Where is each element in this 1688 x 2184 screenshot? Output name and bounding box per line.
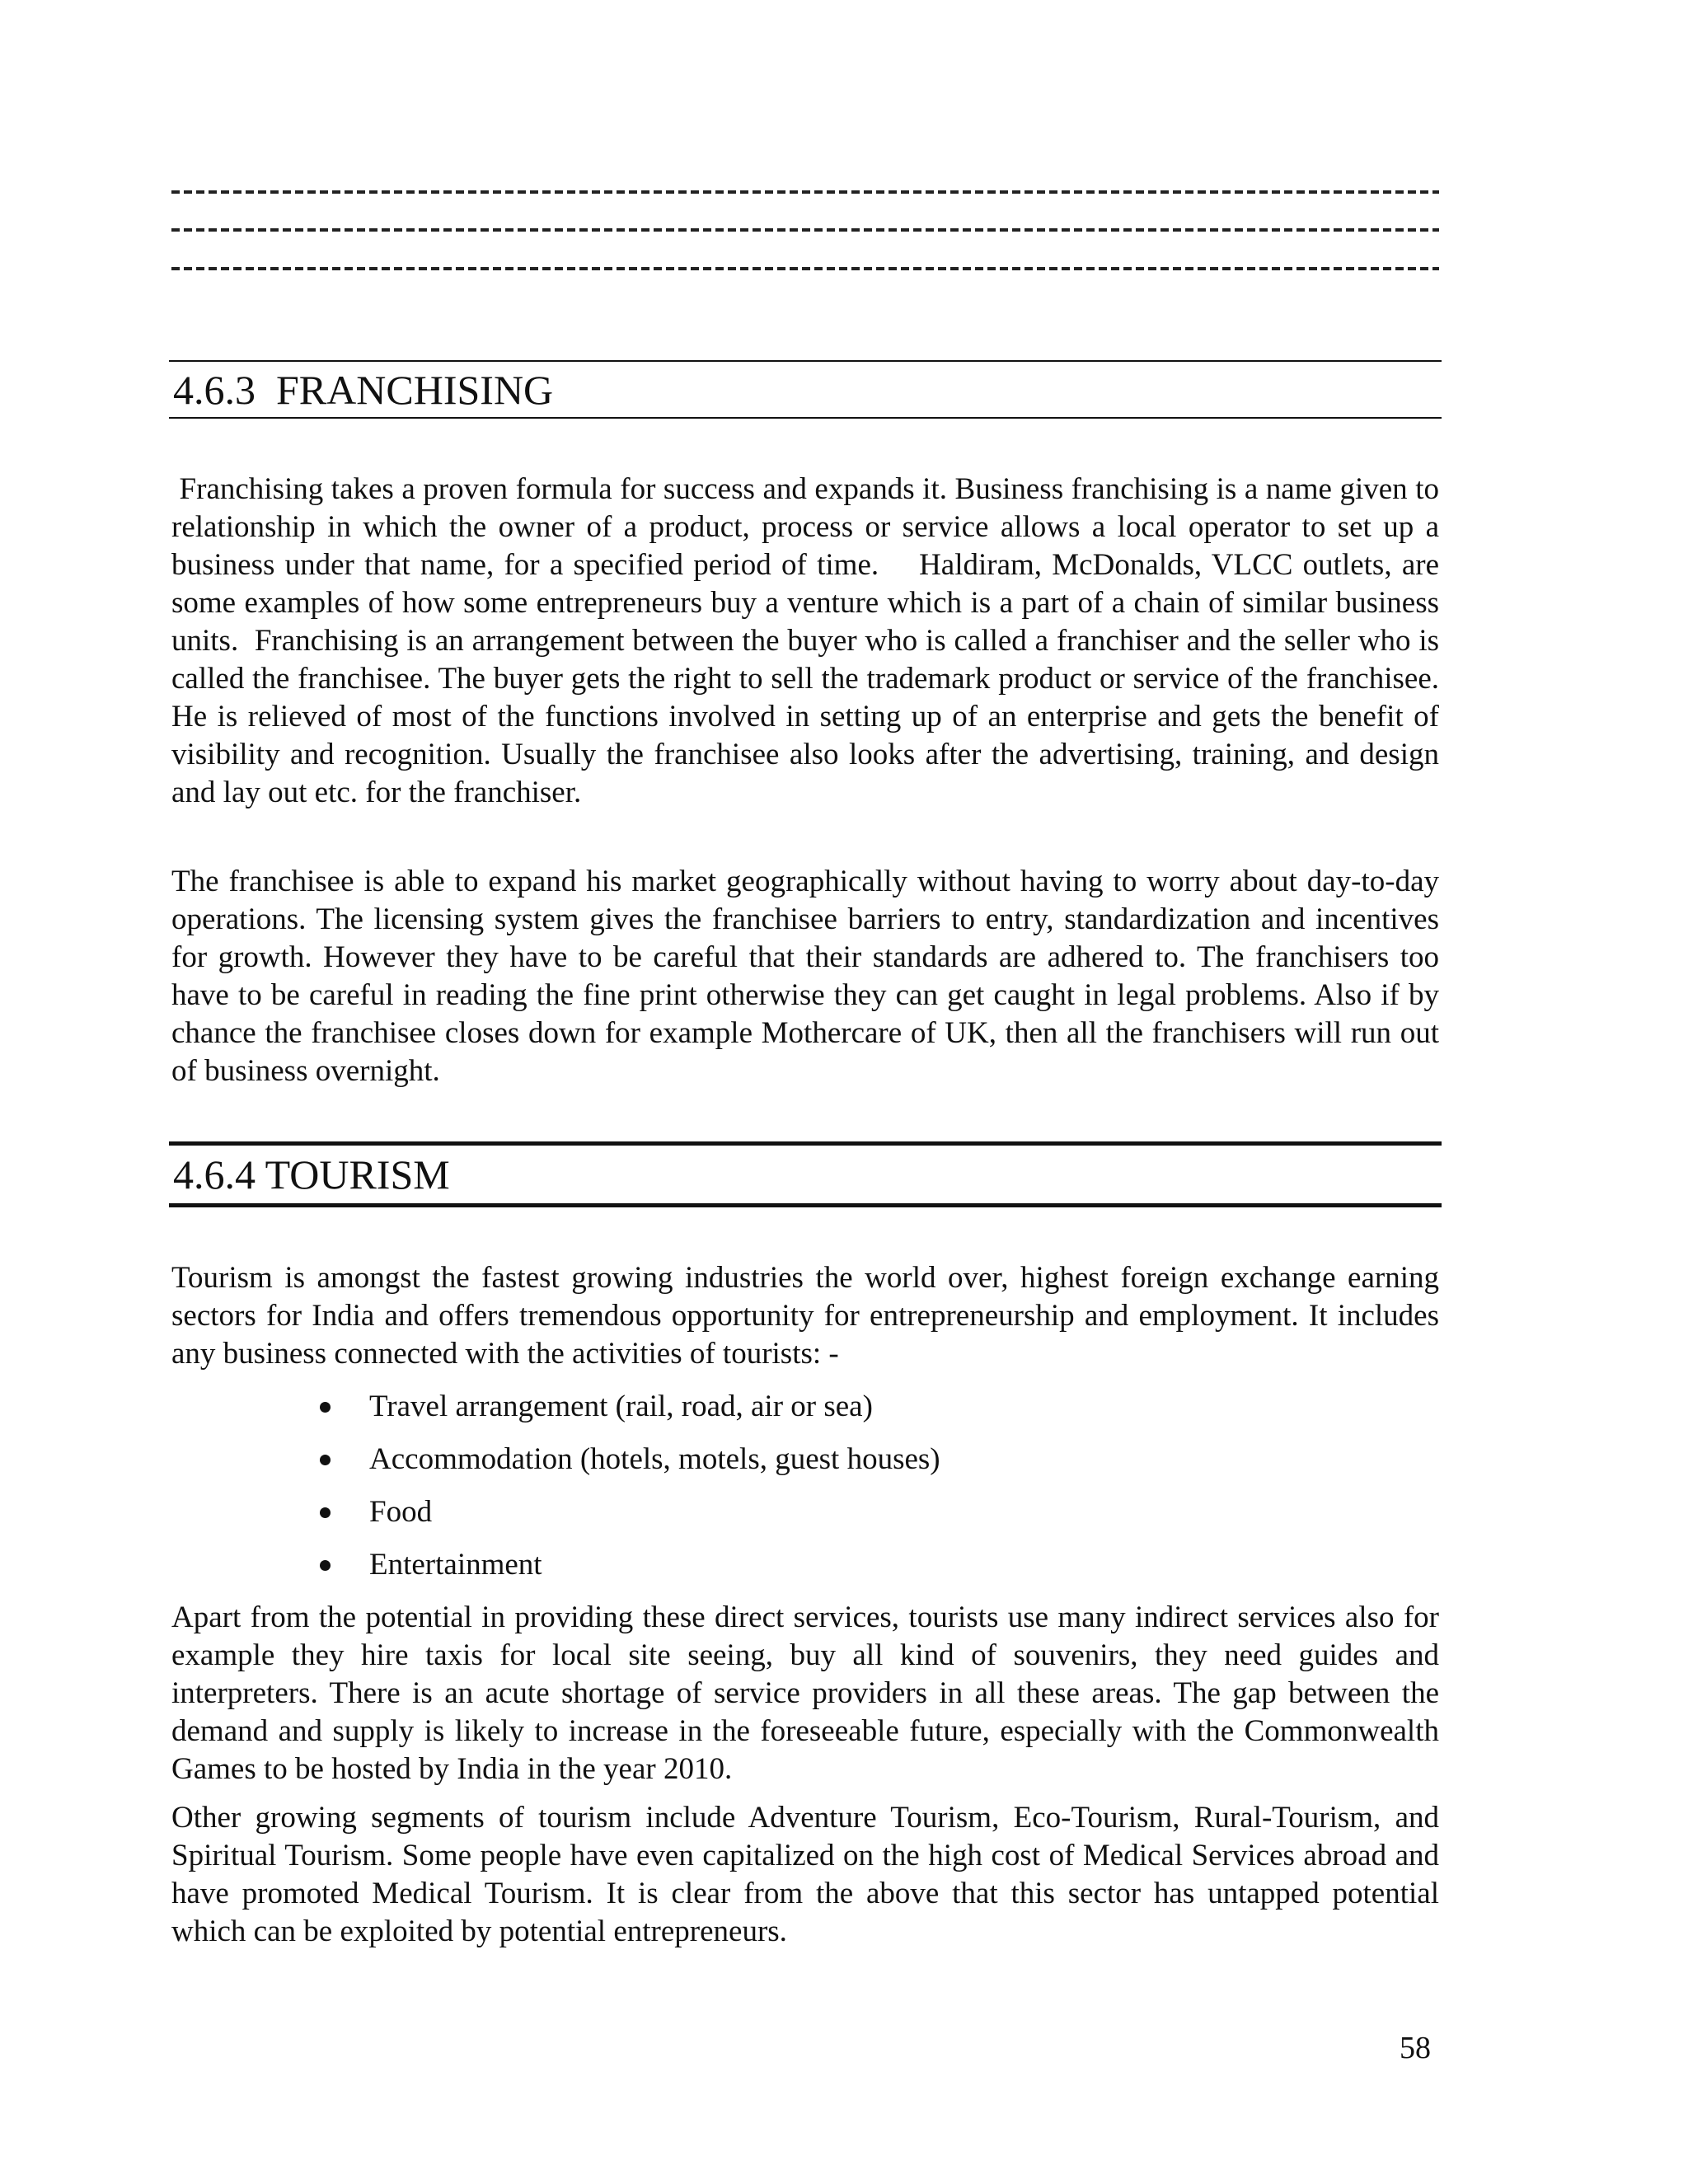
- franchising-heading: 4.6.3 FRANCHISING: [173, 367, 554, 413]
- dashed-separator-line-3: [171, 267, 1439, 270]
- bullet-icon: [320, 1560, 331, 1571]
- tourism-heading-block: [169, 1141, 1442, 1207]
- heading-bottom-rule: [169, 417, 1442, 419]
- tourism-intro-container: [171, 1259, 1439, 1373]
- tourism-paragraph-3: Other growing segments of tourism include Adventure Tourism, Eco-Tourism, Rural-Tourism, and Spiritual Tourism. Some people have even capitalized on the high cost of Medical Services abroad and have promoted Medical Tourism. It is clear from the above that this sector has untapped potential which can be exploited by potential entrepreneurs.: [171, 1801, 1439, 1948]
- dashed-separator-line-1: [171, 190, 1439, 194]
- tourism-paragraph-2-container: [171, 1599, 1439, 1788]
- tourism-paragraph-2: Apart from the potential in providing these direct services, tourists use many indirect services also for example they hire taxis for local site seeing, buy all kind of souvenirs, they need guides and interpreters. There is an acute shortage of service providers in all these areas. The gap between the demand and supply is likely to increase in the foreseeable future, especially with the Commonwealth Games to be hosted by India in the year 2010.: [171, 1601, 1439, 1786]
- franchising-paragraph-1: Franchising takes a proven formula for success and expands it. Business franchising is a name given to relationship in which the owner of a product, process or service allows a local operator to set up a business under that name, for a specified period of time. Haldiram, McDonalds, VLCC outlets, are some examples of how some entrepreneurs buy a venture which is a part of a chain of similar business units. Franchising is an arrangement between the buyer who is called a franchiser and the seller who is called the franchisee. The buyer gets the right to sell the trademark product or service of the franchisee. He is relieved of most of the functions involved in setting up of an enterprise and gets the benefit of visibility and recognition. Usually the franchisee also looks after the advertising, training, and design and lay out etc. for the franchiser.: [171, 472, 1447, 809]
- tourism-activities-list: [171, 1388, 1439, 1599]
- heading-bottom-rule: [169, 1203, 1442, 1207]
- heading-top-rule: [169, 360, 1442, 362]
- list-item-text: Food: [369, 1495, 433, 1529]
- tourism-intro-paragraph: Tourism is amongst the fastest growing industries the world over, highest foreign exchange earning sectors for India and offers tremendous opportunity for entrepreneurship and employment. It includes any business connected with the activities of tourists: -: [171, 1261, 1439, 1371]
- bullet-icon: [320, 1402, 331, 1413]
- list-item: [171, 1546, 1439, 1599]
- list-item: [171, 1441, 1439, 1493]
- franchising-paragraph-2: The franchisee is able to expand his market geographically without having to worry about day-to-day operations. The licensing system gives the franchisee barriers to entry, standardization and incentives for growth. However they have to be careful that their standards are adhered to. The franchisers too have to be careful in reading the fine print otherwise they can get caught in legal problems. Also if by chance the franchisee closes down for example Mothercare of UK, then all the franchisers will run out of business overnight.: [171, 865, 1439, 1088]
- bullet-icon: [320, 1455, 331, 1465]
- page-number: 58: [1400, 2031, 1431, 2065]
- franchising-paragraph-2-container: [171, 863, 1439, 1090]
- franchising-paragraph-1-container: [171, 471, 1447, 812]
- tourism-paragraph-3-container: [171, 1799, 1439, 1951]
- franchising-heading-block: [169, 360, 1442, 419]
- list-item: [171, 1493, 1439, 1546]
- list-item-text: Accommodation (hotels, motels, guest houses): [369, 1442, 940, 1476]
- bullet-icon: [320, 1507, 331, 1518]
- list-item-text: Entertainment: [369, 1548, 542, 1582]
- dashed-separator-line-2: [171, 228, 1439, 232]
- list-item: [171, 1388, 1439, 1441]
- heading-top-rule: [169, 1141, 1442, 1146]
- list-item-text: Travel arrangement (rail, road, air or sea): [369, 1390, 873, 1423]
- tourism-heading: 4.6.4 TOURISM: [173, 1151, 450, 1197]
